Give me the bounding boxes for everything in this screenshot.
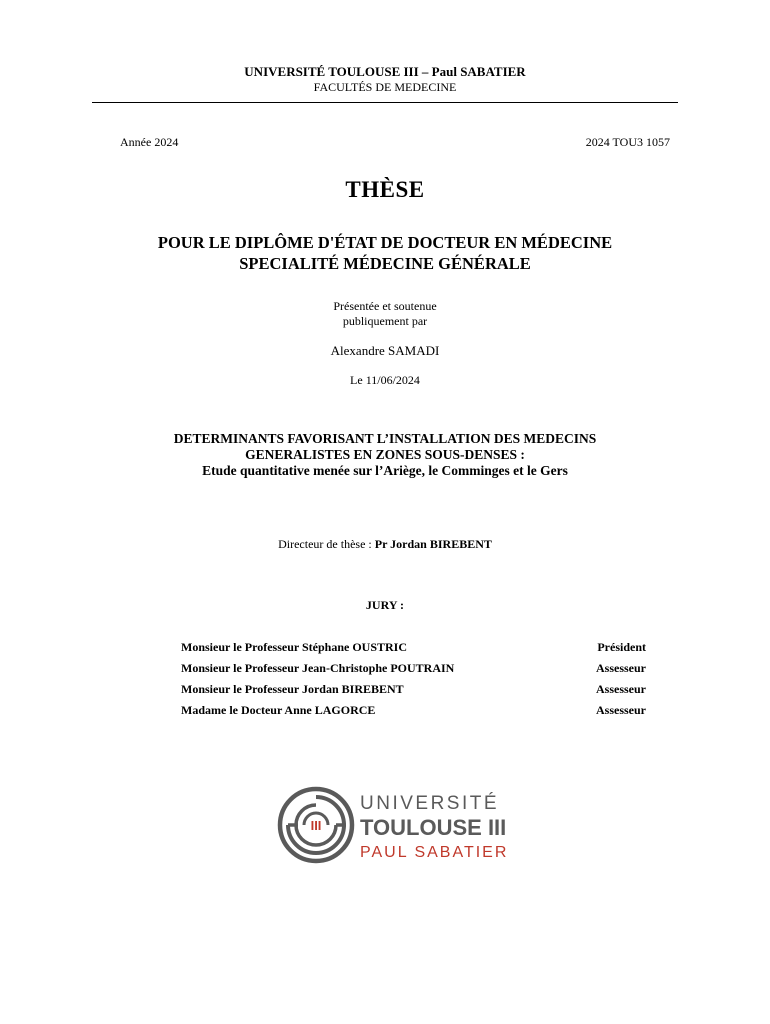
director-name: Pr Jordan BIREBENT: [374, 537, 492, 551]
director-label: Directeur de thèse :: [278, 537, 372, 551]
author-name: Alexandre SAMADI: [330, 343, 440, 358]
presented-line-2: publiquement par: [342, 314, 428, 328]
presented-by: [0, 299, 770, 329]
jury-member-name: Madame le Docteur Anne LAGORCE: [181, 703, 376, 717]
jury-heading: JURY :: [365, 598, 405, 612]
thesis-director: [0, 537, 770, 552]
thesis-title-line-1: DETERMINANTS FAVORISANT L’INSTALLATION DES MEDECINS: [173, 431, 597, 446]
jury-member: [181, 682, 646, 703]
jury-member: [181, 703, 646, 724]
jury-member-role: Assesseur: [596, 661, 646, 675]
university-logo: [276, 785, 516, 865]
logo-line-2: TOULOUSE III: [360, 815, 507, 840]
emblem-text: III: [310, 818, 322, 833]
university-logo-graphic: [276, 785, 516, 865]
jury-list: [181, 640, 646, 724]
diploma-line-1: POUR LE DIPLÔME D'ÉTAT DE DOCTEUR EN MÉDECINE: [157, 233, 613, 252]
jury-member-role: Assesseur: [596, 682, 646, 696]
faculty-subtitle: FACULTÉS DE MEDECINE: [313, 80, 457, 94]
university-title: UNIVERSITÉ TOULOUSE III – Paul SABATIER: [244, 64, 526, 79]
jury-member: [181, 640, 646, 661]
thesis-subtitle: Etude quantitative menée sur l’Ariège, le Comminges et le Gers: [202, 463, 568, 478]
logo-line-3: PAUL SABATIER: [360, 844, 509, 861]
defense-date: Le 11/06/2024: [350, 373, 420, 387]
document-type-heading: THÈSE: [345, 177, 425, 202]
thesis-title: [0, 431, 770, 479]
jury-member-role: Assesseur: [596, 703, 646, 717]
thesis-reference: 2024 TOU3 1057: [585, 135, 670, 149]
logo-line-1: UNIVERSITÉ: [360, 793, 500, 814]
presented-line-1: Présentée et soutenue: [333, 299, 437, 313]
jury-member-name: Monsieur le Professeur Jordan BIREBENT: [181, 682, 404, 696]
header-divider: [92, 102, 678, 103]
jury-member-name: Monsieur le Professeur Jean-Christophe POUTRAIN: [181, 661, 455, 675]
jury-member-name: Monsieur le Professeur Stéphane OUSTRIC: [181, 640, 408, 654]
academic-year: Année 2024: [120, 135, 179, 149]
diploma-line-2: SPECIALITÉ MÉDECINE GÉNÉRALE: [239, 254, 531, 273]
jury-member-role: Président: [597, 640, 646, 654]
thesis-title-line-2: GENERALISTES EN ZONES SOUS-DENSES :: [245, 447, 525, 462]
diploma-heading: [0, 232, 770, 274]
jury-member: [181, 661, 646, 682]
